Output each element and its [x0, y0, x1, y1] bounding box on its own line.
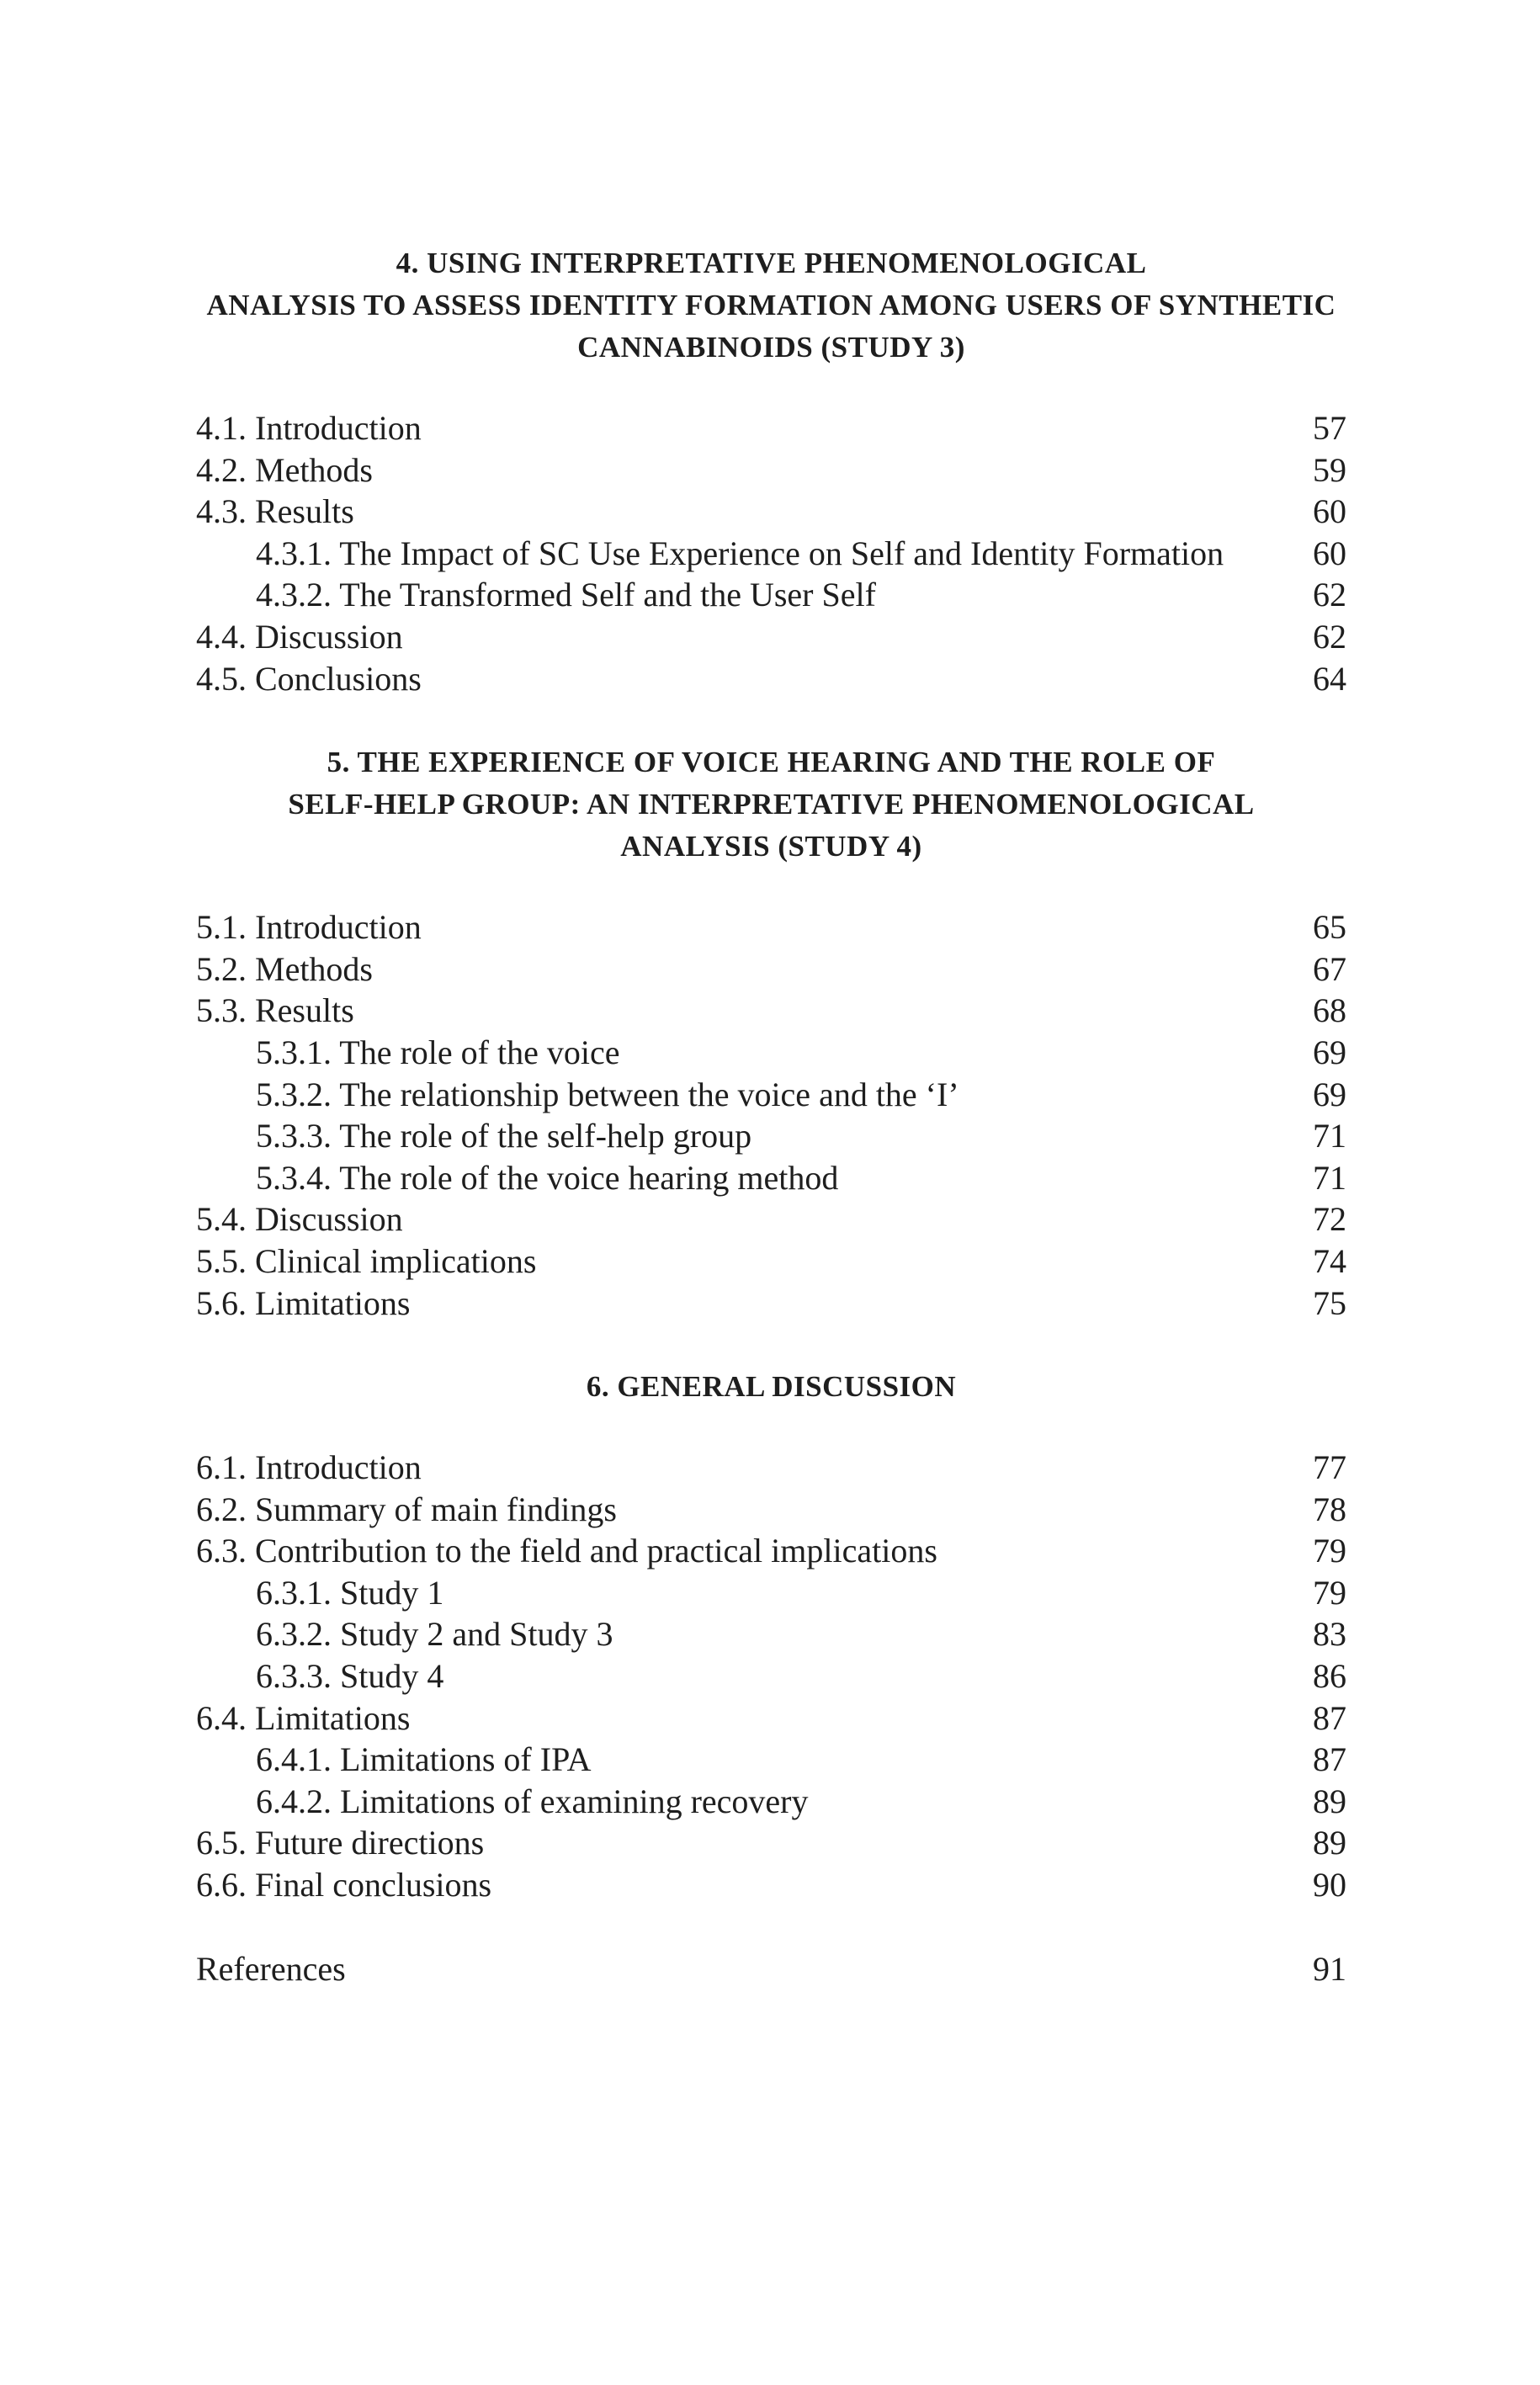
entry-page-number: 72 [1313, 1200, 1346, 1239]
entry-page-number: 78 [1313, 1490, 1346, 1528]
entry-page-number: 87 [1313, 1698, 1346, 1737]
entry-title: 4.2. Methods [196, 450, 373, 489]
entry-title: 6.2. Summary of main findings [196, 1490, 617, 1528]
entry-page-number: 90 [1313, 1866, 1346, 1904]
chapter-4-section [196, 242, 1346, 699]
toc-entry[interactable] [196, 1240, 1346, 1283]
entry-page-number: 69 [1313, 1033, 1346, 1071]
entry-title: 5.3.4. The role of the voice hearing method [256, 1158, 839, 1197]
toc-subentry[interactable] [196, 574, 1346, 616]
toc-entry[interactable] [196, 449, 1346, 491]
toc-subentry[interactable] [196, 1032, 1346, 1074]
toc-entry[interactable] [196, 948, 1346, 991]
entry-title: 6.4.2. Limitations of examining recovery [256, 1782, 809, 1820]
entry-page-number: 67 [1313, 949, 1346, 988]
chapter-5-entries [196, 906, 1346, 1324]
chapter-4-entries [196, 407, 1346, 699]
entry-title: 6.1. Introduction [196, 1448, 422, 1487]
entry-page-number: 77 [1313, 1448, 1346, 1487]
heading-line: 4. USING INTERPRETATIVE PHENOMENOLOGICAL [396, 247, 1147, 279]
chapter-4-heading [196, 242, 1346, 369]
toc-entry[interactable] [196, 1198, 1346, 1240]
toc-entry[interactable] [196, 1822, 1346, 1864]
toc-entry[interactable] [196, 491, 1346, 533]
entry-title: 6.3.3. Study 4 [256, 1657, 444, 1696]
toc-entry-references[interactable] [196, 1948, 1346, 1990]
toc-subentry[interactable] [196, 1572, 1346, 1614]
entry-title: 4.3. Results [196, 492, 354, 531]
entry-page-number: 86 [1313, 1657, 1346, 1696]
heading-line: 5. THE EXPERIENCE OF VOICE HEARING AND THE ROLE OF [327, 746, 1216, 779]
entry-page-number: 71 [1313, 1158, 1346, 1197]
toc-entry[interactable] [196, 1447, 1346, 1489]
entry-title: 4.5. Conclusions [196, 659, 422, 698]
entry-page-number: 68 [1313, 991, 1346, 1030]
entry-page-number: 79 [1313, 1532, 1346, 1570]
entry-page-number: 60 [1313, 492, 1346, 531]
toc-entry[interactable] [196, 1530, 1346, 1572]
toc-subentry[interactable] [196, 1655, 1346, 1697]
entry-page-number: 60 [1313, 534, 1346, 572]
toc-subentry[interactable] [196, 1613, 1346, 1655]
toc-subentry[interactable] [196, 1157, 1346, 1199]
entry-title: 6.3.2. Study 2 and Study 3 [256, 1615, 613, 1654]
entry-title: 5.2. Methods [196, 949, 373, 988]
entry-title: References [196, 1949, 346, 1988]
entry-title: 5.5. Clinical implications [196, 1241, 537, 1280]
heading-line: ANALYSIS TO ASSESS IDENTITY FORMATION AMONG USERS OF SYNTHETIC [206, 289, 1336, 321]
chapter-6-section [196, 1366, 1346, 1906]
entry-page-number: 79 [1313, 1573, 1346, 1612]
entry-title: 5.3. Results [196, 991, 354, 1030]
entry-page-number: 57 [1313, 409, 1346, 447]
heading-line: ANALYSIS (STUDY 4) [620, 830, 922, 863]
toc-entry[interactable] [196, 1489, 1346, 1531]
toc-subentry[interactable] [196, 1074, 1346, 1116]
entry-title: 6.4.1. Limitations of IPA [256, 1740, 592, 1779]
entry-page-number: 75 [1313, 1283, 1346, 1322]
toc-subentry[interactable] [196, 1739, 1346, 1781]
entry-page-number: 59 [1313, 450, 1346, 489]
entry-title: 4.3.2. The Transformed Self and the User Self [256, 576, 876, 614]
entry-title: 4.1. Introduction [196, 409, 422, 447]
heading-line: 6. GENERAL DISCUSSION [586, 1370, 957, 1404]
entry-page-number: 62 [1313, 617, 1346, 656]
entry-page-number: 64 [1313, 659, 1346, 698]
entry-title: 6.5. Future directions [196, 1824, 485, 1862]
toc-entry[interactable] [196, 407, 1346, 449]
heading-line: CANNABINOIDS (STUDY 3) [577, 331, 965, 364]
entry-title: 4.4. Discussion [196, 617, 403, 656]
entry-page-number: 87 [1313, 1740, 1346, 1779]
entry-title: 6.4. Limitations [196, 1698, 411, 1737]
entry-title: 5.4. Discussion [196, 1200, 403, 1239]
entry-page-number: 91 [1313, 1949, 1346, 1988]
toc-entry[interactable] [196, 906, 1346, 948]
entry-title: 5.1. Introduction [196, 908, 422, 947]
entry-page-number: 83 [1313, 1615, 1346, 1654]
toc-entry[interactable] [196, 1697, 1346, 1740]
entry-title: 6.3.1. Study 1 [256, 1573, 444, 1612]
entry-page-number: 62 [1313, 576, 1346, 614]
toc-subentry[interactable] [196, 1115, 1346, 1157]
entry-title: 5.6. Limitations [196, 1283, 411, 1322]
chapter-5-section [196, 741, 1346, 1324]
entry-page-number: 71 [1313, 1117, 1346, 1155]
entry-title: 5.3.1. The role of the voice [256, 1033, 620, 1071]
entry-title: 4.3.1. The Impact of SC Use Experience on Self and Identity Formation [256, 534, 1224, 572]
entry-title: 6.3. Contribution to the field and practical implications [196, 1532, 937, 1570]
heading-line: SELF-HELP GROUP: AN INTERPRETATIVE PHENOMENOLOGICAL [288, 788, 1255, 821]
entry-page-number: 89 [1313, 1782, 1346, 1820]
toc-subentry[interactable] [196, 533, 1346, 575]
chapter-6-entries [196, 1447, 1346, 1906]
entry-page-number: 69 [1313, 1075, 1346, 1113]
chapter-5-heading [196, 741, 1346, 868]
entry-title: 5.3.3. The role of the self-help group [256, 1117, 752, 1155]
toc-entry[interactable] [196, 1283, 1346, 1325]
chapter-6-heading [196, 1366, 1346, 1408]
toc-entry[interactable] [196, 616, 1346, 658]
toc-subentry[interactable] [196, 1781, 1346, 1823]
toc-entry[interactable] [196, 1864, 1346, 1906]
entry-title: 6.6. Final conclusions [196, 1866, 492, 1904]
toc-entry[interactable] [196, 990, 1346, 1032]
table-of-contents [196, 242, 1346, 1989]
entry-title: 5.3.2. The relationship between the voice and the ‘I’ [256, 1075, 959, 1113]
entry-page-number: 65 [1313, 908, 1346, 947]
entry-page-number: 89 [1313, 1824, 1346, 1862]
entry-page-number: 74 [1313, 1241, 1346, 1280]
toc-entry[interactable] [196, 658, 1346, 700]
